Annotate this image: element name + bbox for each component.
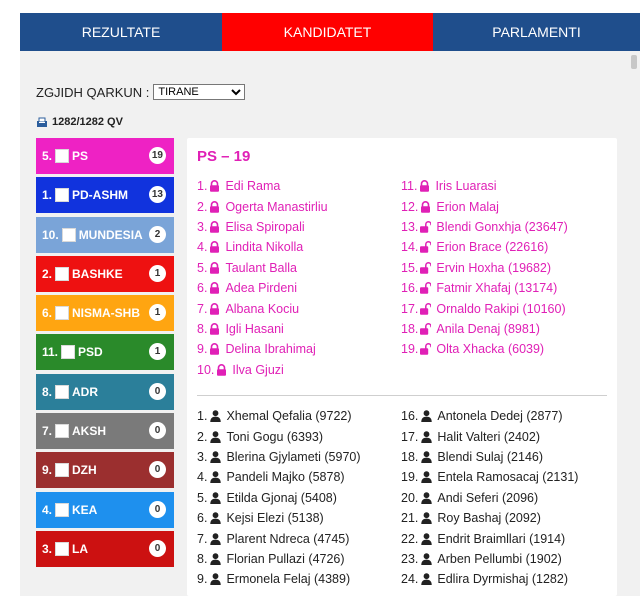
candidate-number: 11. <box>401 179 418 194</box>
closed-lock-icon <box>419 180 430 192</box>
candidate-number: 18. <box>401 321 419 336</box>
candidate-name: Antonela Dedej (2877) <box>437 409 563 424</box>
candidate-number: 6. <box>197 281 208 296</box>
elected-candidate-row[interactable] <box>197 339 397 359</box>
candidate-row <box>197 508 397 528</box>
top-navigation <box>20 13 640 51</box>
party-name: ADR <box>72 384 99 399</box>
party-name: PSD <box>78 345 103 360</box>
candidate-name: Pandeli Majko (5878) <box>226 470 345 485</box>
candidate-row <box>197 549 397 569</box>
closed-lock-icon <box>420 201 431 213</box>
person-icon <box>210 410 221 422</box>
candidate-name: Arben Pellumbi (1902) <box>437 551 562 566</box>
candidate-name[interactable]: Ilva Gjuzi <box>232 362 284 377</box>
party-name: AKSH <box>72 424 107 439</box>
person-icon <box>421 533 432 545</box>
tab-kandidatet[interactable]: KANDIDATET <box>222 13 433 51</box>
candidate-row <box>197 447 397 467</box>
candidate-name[interactable]: Igli Hasani <box>225 321 284 336</box>
party-item-la[interactable] <box>36 531 174 567</box>
closed-lock-icon <box>209 180 220 192</box>
elected-candidate-row[interactable] <box>401 339 611 359</box>
elected-candidate-row[interactable] <box>401 319 611 339</box>
person-icon <box>210 553 221 565</box>
candidate-number: 13. <box>401 219 419 234</box>
candidate-number: 2. <box>197 199 208 214</box>
candidate-name[interactable]: Anila Denaj (8981) <box>436 321 540 336</box>
candidate-name[interactable]: Iris Luarasi <box>435 179 497 194</box>
party-number: 1. <box>42 188 53 203</box>
party-name: BASHKE <box>72 266 123 281</box>
candidate-number: 21. <box>401 511 419 526</box>
candidate-row <box>401 488 611 508</box>
elected-candidate-row[interactable] <box>197 360 397 380</box>
party-number: 9. <box>42 463 53 478</box>
ballot-box-icon <box>36 117 48 128</box>
candidate-number: 20. <box>401 490 419 505</box>
candidate-number: 4. <box>197 240 208 255</box>
person-icon <box>210 471 221 483</box>
party-number: 8. <box>42 384 53 399</box>
candidate-name: Xhemal Qefalia (9722) <box>226 409 352 424</box>
candidate-name: Plarent Ndreca (4745) <box>226 531 350 546</box>
party-item-pd-ashm[interactable] <box>36 177 174 213</box>
party-number: 6. <box>42 306 53 321</box>
party-number: 7. <box>42 424 53 439</box>
elected-candidate-row[interactable] <box>401 237 611 257</box>
open-lock-icon <box>420 241 431 253</box>
candidate-number: 18. <box>401 449 419 464</box>
party-logo-icon <box>55 267 69 281</box>
elected-candidate-row[interactable] <box>401 196 611 216</box>
party-name: PD-ASHM <box>72 188 129 203</box>
candidate-name: Kejsi Elezi (5138) <box>226 511 324 526</box>
candidate-name[interactable]: Adea Pirdeni <box>225 281 298 296</box>
candidate-name: Toni Gogu (6393) <box>226 429 324 444</box>
candidate-number: 7. <box>197 301 208 316</box>
person-icon <box>421 431 432 443</box>
candidate-name[interactable]: Edi Rama <box>225 179 281 194</box>
elected-candidate-row[interactable] <box>401 258 611 278</box>
candidate-number: 17. <box>401 429 419 444</box>
party-logo-icon <box>55 503 69 517</box>
party-name: MUNDESIA <box>78 227 143 242</box>
party-logo-icon <box>55 385 69 399</box>
others-list-left <box>197 406 397 590</box>
candidate-row <box>401 406 611 426</box>
person-icon <box>210 431 221 443</box>
candidate-name: Entela Ramosacaj (2131) <box>437 470 579 485</box>
party-number: 2. <box>42 266 53 281</box>
candidate-name: Blerina Gjylameti (5970) <box>226 449 361 464</box>
candidate-number: 4. <box>197 470 208 485</box>
party-item-kea[interactable] <box>36 492 174 528</box>
qv-status <box>36 116 123 128</box>
party-list <box>36 138 174 570</box>
seat-count-badge: 0 <box>149 540 166 557</box>
person-icon <box>421 451 432 463</box>
candidate-number: 1. <box>197 409 208 424</box>
seat-count-badge: 1 <box>149 304 166 321</box>
party-name: LA <box>72 541 89 556</box>
candidate-name[interactable]: Elisa Spiropali <box>225 219 305 234</box>
candidate-number: 3. <box>197 219 208 234</box>
candidate-row <box>197 467 397 487</box>
party-logo-icon <box>55 188 69 202</box>
elected-candidate-row[interactable] <box>197 237 397 257</box>
party-item-adr[interactable] <box>36 374 174 410</box>
party-name: KEA <box>72 502 98 517</box>
closed-lock-icon <box>216 364 227 376</box>
party-number: 3. <box>42 541 53 556</box>
qarkun-select[interactable] <box>153 84 245 100</box>
candidate-row <box>197 426 397 446</box>
elected-candidate-row[interactable] <box>401 176 611 196</box>
person-icon <box>421 573 432 585</box>
candidate-name: Etilda Gjonaj (5408) <box>226 490 337 505</box>
scrollbar[interactable] <box>628 51 640 596</box>
open-lock-icon <box>420 303 431 315</box>
candidate-row <box>401 467 611 487</box>
panel-title: PS – 19 <box>197 148 251 165</box>
seat-count-badge: 1 <box>149 265 166 282</box>
candidate-name[interactable]: Ervin Hoxha (19682) <box>436 260 552 275</box>
elected-candidate-row[interactable] <box>197 176 397 196</box>
person-icon <box>421 471 432 483</box>
seat-count-badge: 0 <box>149 501 166 518</box>
party-item-nisma-shb[interactable] <box>36 295 174 331</box>
elected-candidate-row[interactable] <box>197 217 397 237</box>
party-item-bashke[interactable] <box>36 256 174 292</box>
open-lock-icon <box>420 343 431 355</box>
candidate-name: Endrit Braimllari (1914) <box>437 531 566 546</box>
party-number: 10. <box>42 227 59 242</box>
closed-lock-icon <box>209 282 220 294</box>
elected-list-left <box>197 176 397 380</box>
candidate-number: 1. <box>197 179 208 194</box>
elected-list-right <box>401 176 611 360</box>
elected-candidate-row[interactable] <box>401 298 611 318</box>
candidate-name[interactable]: Lindita Nikolla <box>225 240 304 255</box>
person-icon <box>210 573 221 585</box>
candidate-number: 14. <box>401 240 419 255</box>
person-icon <box>421 410 432 422</box>
party-item-dzh[interactable] <box>36 452 174 488</box>
seat-count-badge: 19 <box>149 147 166 164</box>
candidate-row <box>197 488 397 508</box>
closed-lock-icon <box>209 201 220 213</box>
candidate-name: Blendi Sulaj (2146) <box>437 449 544 464</box>
candidate-name[interactable]: Olta Xhacka (6039) <box>436 342 545 357</box>
candidate-number: 19. <box>401 470 419 485</box>
elected-candidate-row[interactable] <box>401 217 611 237</box>
candidate-name: Andi Seferi (2096) <box>437 490 539 505</box>
candidate-row <box>197 528 397 548</box>
seat-count-badge: 0 <box>149 422 166 439</box>
candidate-number: 17. <box>401 301 419 316</box>
party-item-aksh[interactable] <box>36 413 174 449</box>
closed-lock-icon <box>209 241 220 253</box>
candidate-number: 2. <box>197 429 208 444</box>
open-lock-icon <box>420 262 431 274</box>
qarkun-label: ZGJIDH QARKUN : <box>36 84 150 100</box>
person-icon <box>421 512 432 524</box>
candidate-number: 8. <box>197 551 208 566</box>
party-logo-icon <box>55 424 69 438</box>
open-lock-icon <box>420 221 431 233</box>
seat-count-badge: 2 <box>149 226 166 243</box>
candidate-name[interactable]: Ornaldo Rakipi (10160) <box>436 301 566 316</box>
others-list-right <box>401 406 611 590</box>
party-logo-icon <box>62 228 76 242</box>
person-icon <box>210 533 221 545</box>
candidate-number: 10. <box>197 362 215 377</box>
candidate-name[interactable]: Albana Kociu <box>225 301 300 316</box>
elected-candidate-row[interactable] <box>197 298 397 318</box>
candidate-number: 5. <box>197 490 208 505</box>
party-item-mundesia[interactable] <box>36 217 174 253</box>
candidate-row <box>401 508 611 528</box>
candidate-name: Ermonela Felaj (4389) <box>226 572 351 587</box>
seat-count-badge: 0 <box>149 461 166 478</box>
candidate-number: 23. <box>401 551 419 566</box>
party-name: DZH <box>72 463 97 478</box>
open-lock-icon <box>420 282 431 294</box>
person-icon <box>210 451 221 463</box>
candidate-number: 16. <box>401 409 419 424</box>
candidate-number: 5. <box>197 260 208 275</box>
candidate-number: 19. <box>401 342 419 357</box>
scrollbar-thumb[interactable] <box>631 55 637 69</box>
qv-count: 1282/1282 QV <box>52 116 123 128</box>
candidate-name: Halit Valteri (2402) <box>437 429 540 444</box>
candidate-number: 9. <box>197 342 208 357</box>
open-lock-icon <box>420 323 431 335</box>
candidate-name[interactable]: Erion Malaj <box>436 199 499 214</box>
party-logo-icon <box>55 542 69 556</box>
person-icon <box>210 492 221 504</box>
candidate-name: Florian Pullazi (4726) <box>226 551 345 566</box>
candidate-number: 6. <box>197 511 208 526</box>
candidate-row <box>401 447 611 467</box>
closed-lock-icon <box>209 343 220 355</box>
candidate-name[interactable]: Taulant Balla <box>225 260 298 275</box>
closed-lock-icon <box>209 221 220 233</box>
party-number: 5. <box>42 149 53 163</box>
candidate-row <box>401 528 611 548</box>
closed-lock-icon <box>209 323 220 335</box>
party-number: 11. <box>42 345 59 360</box>
candidate-name[interactable]: Delina Ibrahimaj <box>225 342 316 357</box>
candidate-name[interactable]: Ogerta Manastirliu <box>225 199 328 214</box>
party-name: NISMA-SHB <box>72 306 141 321</box>
party-item-ps[interactable] <box>36 138 174 174</box>
elected-candidate-row[interactable] <box>197 278 397 298</box>
candidate-number: 22. <box>401 531 419 546</box>
closed-lock-icon <box>209 303 220 315</box>
elected-candidate-row[interactable] <box>401 278 611 298</box>
party-logo-icon <box>55 149 69 163</box>
list-divider <box>197 395 607 396</box>
candidate-name[interactable]: Fatmir Xhafaj (13174) <box>436 281 558 296</box>
tab-rezultate[interactable]: REZULTATE <box>81 24 161 40</box>
candidate-row <box>401 426 611 446</box>
candidate-name[interactable]: Blendi Gonxhja (23647) <box>436 219 568 234</box>
candidate-name: Roy Bashaj (2092) <box>437 511 541 526</box>
seat-count-badge: 0 <box>149 383 166 400</box>
elected-candidate-row[interactable] <box>197 319 397 339</box>
candidate-number: 16. <box>401 281 419 296</box>
person-icon <box>421 492 432 504</box>
candidate-row <box>197 406 397 426</box>
party-name: PS <box>72 149 89 163</box>
candidate-row <box>401 569 611 589</box>
seat-count-badge: 1 <box>149 343 166 360</box>
party-logo-icon <box>55 463 69 477</box>
candidate-name: Edlira Dyrmishaj (1282) <box>437 572 568 587</box>
candidate-number: 12. <box>401 199 419 214</box>
candidate-name[interactable]: Erion Brace (22616) <box>436 240 549 255</box>
candidate-row <box>197 569 397 589</box>
tab-parlamenti[interactable]: PARLAMENTI <box>492 24 581 40</box>
candidate-number: 15. <box>401 260 419 275</box>
person-icon <box>421 553 432 565</box>
candidates-panel <box>187 138 617 596</box>
candidate-number: 3. <box>197 449 208 464</box>
candidate-number: 9. <box>197 572 208 587</box>
party-logo-icon <box>55 306 69 320</box>
candidate-row <box>401 549 611 569</box>
qarkun-selector <box>36 84 245 100</box>
party-item-psd[interactable] <box>36 334 174 370</box>
party-logo-icon <box>61 345 75 359</box>
seat-count-badge: 13 <box>149 186 166 203</box>
closed-lock-icon <box>209 262 220 274</box>
elected-candidate-row[interactable] <box>197 196 397 216</box>
person-icon <box>210 512 221 524</box>
candidate-number: 7. <box>197 531 208 546</box>
candidate-number: 8. <box>197 321 208 336</box>
party-number: 4. <box>42 502 53 517</box>
elected-candidate-row[interactable] <box>197 258 397 278</box>
candidate-number: 24. <box>401 572 419 587</box>
